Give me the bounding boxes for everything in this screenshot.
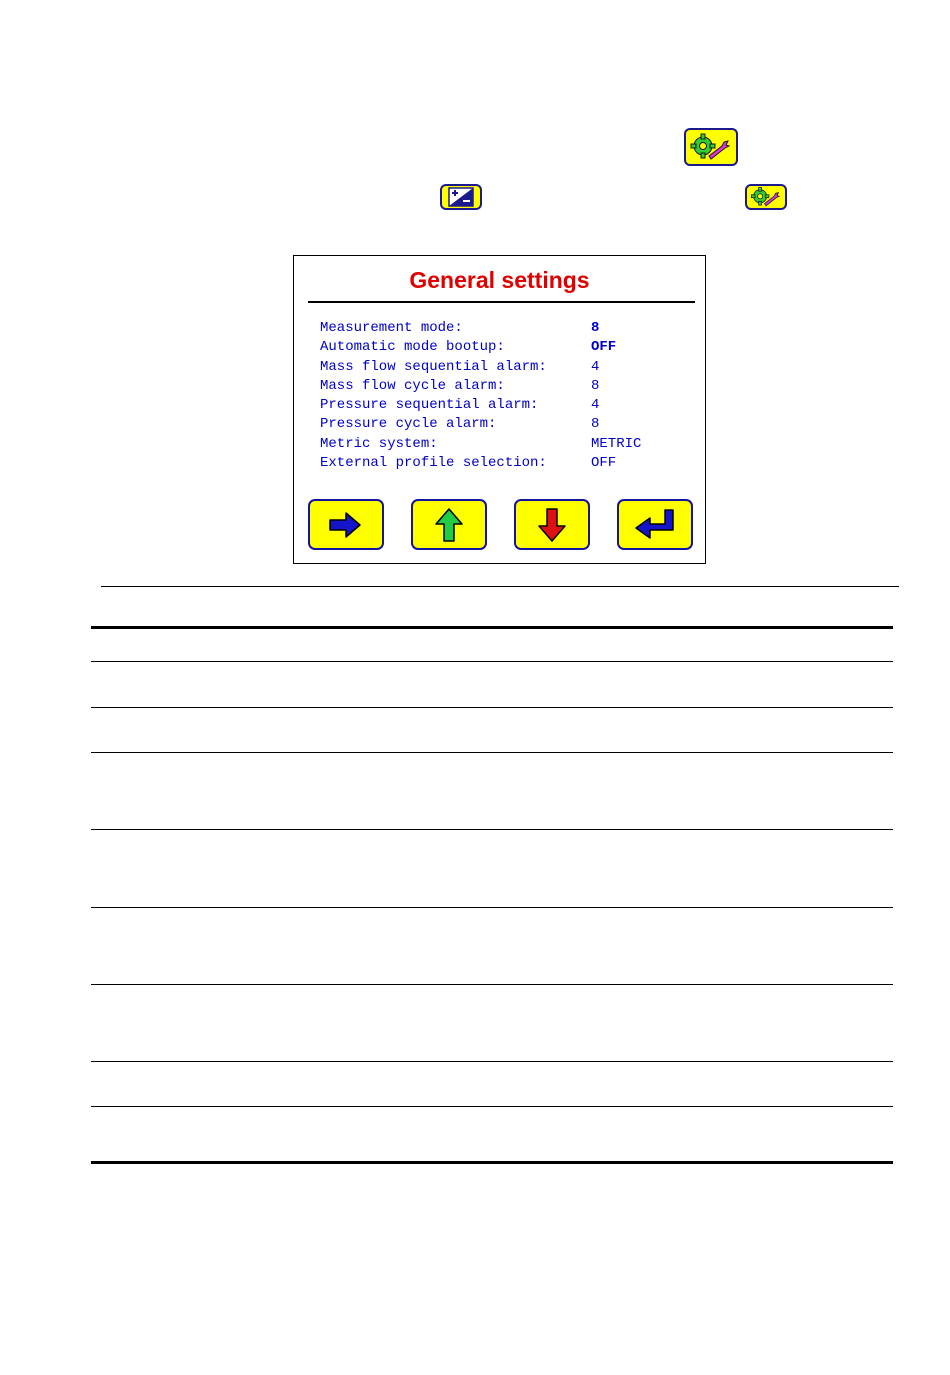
title-divider: [308, 301, 695, 303]
setting-value: 4: [591, 358, 600, 375]
gear-wrench-icon: [689, 132, 733, 162]
setting-value: 8: [591, 320, 600, 336]
setting-value: 8: [591, 377, 600, 394]
table-row-divider: [91, 707, 893, 708]
setting-label: Measurement mode:: [320, 320, 463, 336]
table-row-divider: [91, 1106, 893, 1107]
table-row-divider: [91, 1061, 893, 1062]
table-row-divider: [91, 752, 893, 753]
setting-label: Mass flow sequential alarm:: [320, 358, 547, 375]
plus-minus-icon-button[interactable]: [440, 184, 482, 210]
gear-wrench-icon: [749, 186, 783, 208]
arrow-down-icon: [535, 505, 569, 545]
screen-title: General settings: [409, 267, 590, 293]
table-row-divider: [91, 907, 893, 908]
setting-label: Pressure sequential alarm:: [320, 397, 539, 414]
setting-label: Mass flow cycle alarm:: [320, 377, 505, 394]
setting-label: Pressure cycle alarm:: [320, 416, 497, 433]
setting-label: External profile selection:: [320, 455, 547, 472]
setting-label: Automatic mode bootup:: [320, 339, 505, 356]
table-row-divider: [91, 984, 893, 985]
settings-icon-button[interactable]: [684, 128, 738, 166]
setting-value: OFF: [591, 455, 617, 472]
arrow-up-icon: [432, 505, 466, 545]
arrow-right-icon: [326, 510, 366, 540]
section-divider: [101, 586, 899, 587]
setting-value: METRIC: [591, 435, 642, 452]
table-row-divider: [91, 661, 893, 662]
down-button[interactable]: [514, 499, 590, 550]
setting-value: 8: [591, 416, 600, 433]
enter-button[interactable]: [617, 499, 693, 550]
setting-label: Metric system:: [320, 435, 438, 452]
plus-minus-icon: [448, 187, 474, 207]
setting-value: OFF: [591, 339, 617, 356]
enter-return-icon: [632, 506, 678, 544]
table-bottom-rule: [91, 1161, 893, 1164]
general-settings-screen: [293, 255, 706, 564]
setting-value: 4: [591, 397, 600, 414]
table-top-rule: [91, 626, 893, 629]
up-button[interactable]: [411, 499, 487, 550]
settings-icon-button-small[interactable]: [745, 184, 787, 210]
table-row-divider: [91, 829, 893, 830]
next-button[interactable]: [308, 499, 384, 550]
